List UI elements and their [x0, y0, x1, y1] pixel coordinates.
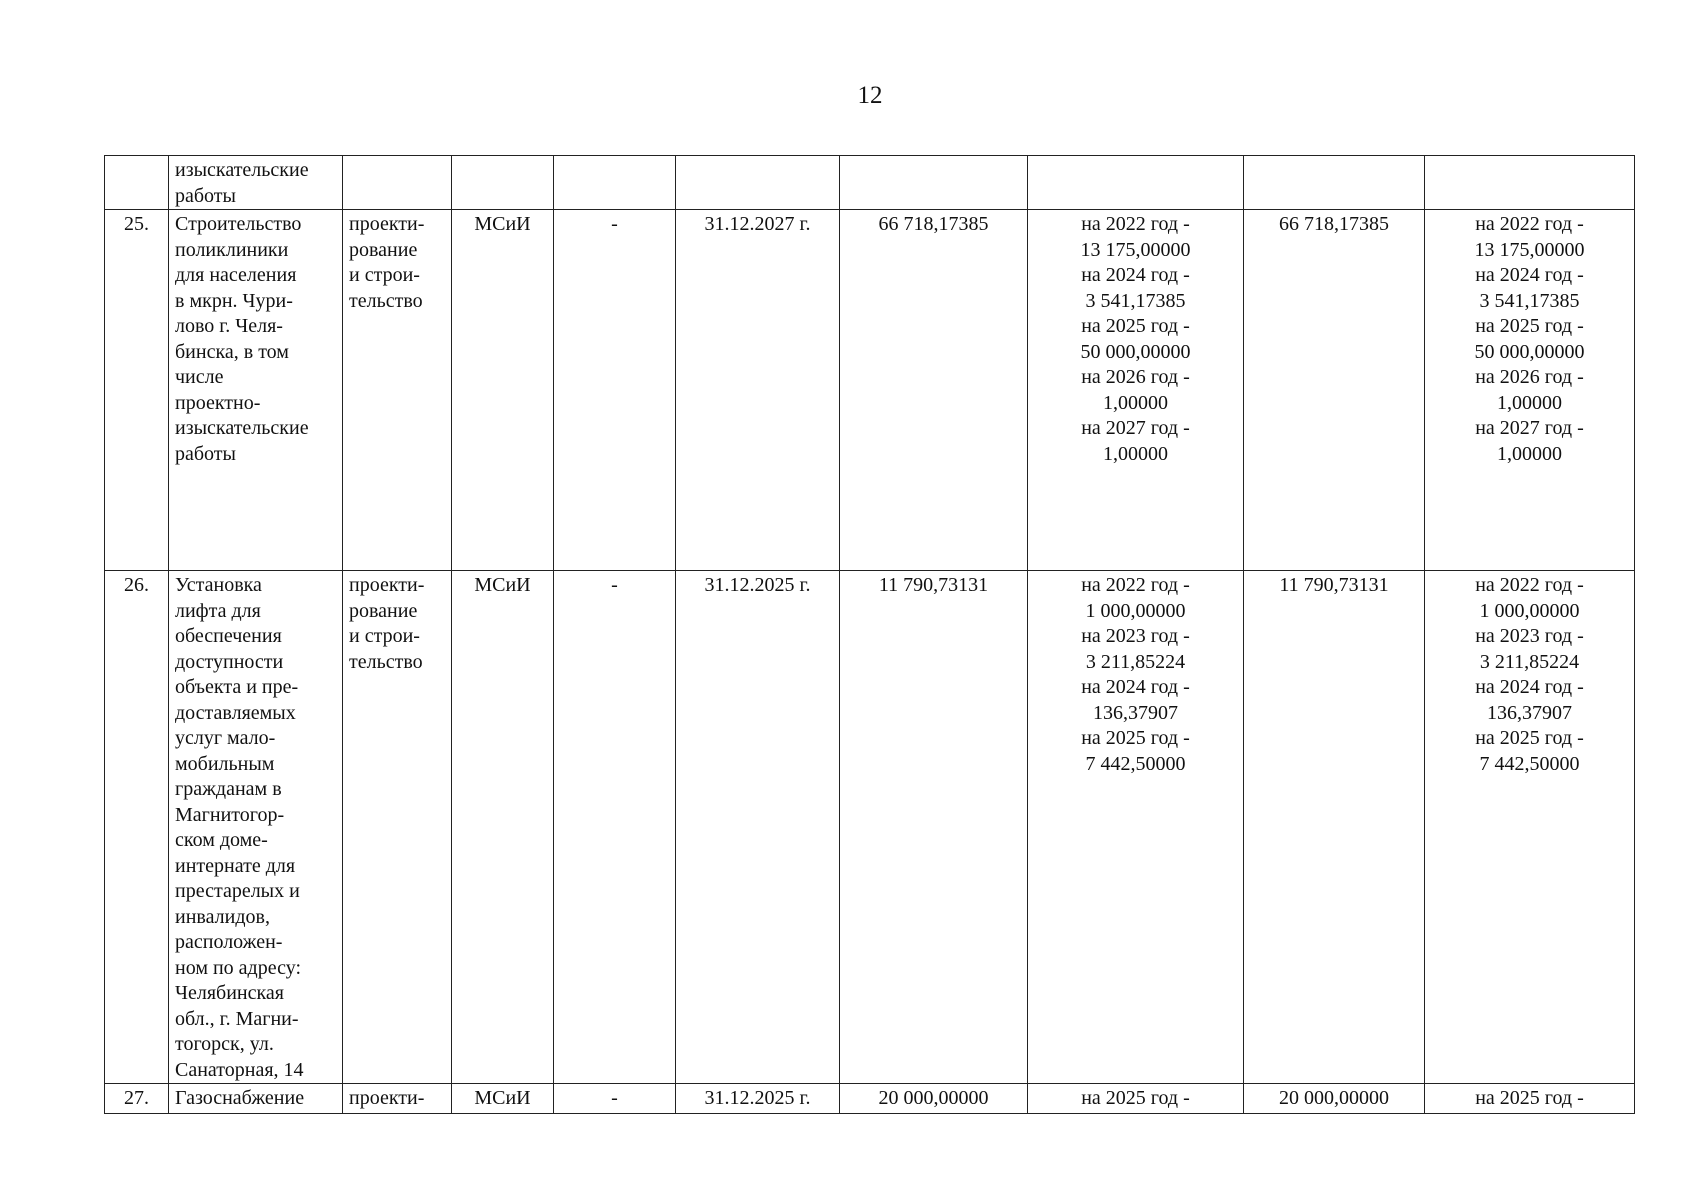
work-type-line: и строи- — [349, 264, 420, 286]
stage-block: на 2025 год - 7 442,50000 — [1081, 727, 1190, 775]
cell-stages-2 — [1425, 1084, 1635, 1114]
work-type-line: проекти- — [349, 1087, 425, 1109]
object-name-line: бинска, в том — [175, 340, 289, 363]
work-type-line: рование — [349, 238, 418, 261]
cell-stages — [1028, 1084, 1244, 1114]
object-name-line: доступности — [175, 650, 284, 673]
stage-block: на 2024 год - 3 541,17385 — [1081, 264, 1190, 312]
cell-cost-2 — [1244, 156, 1425, 210]
cell-work-type — [343, 1084, 452, 1114]
stage-block: на 2025 год - 50 000,00000 — [1080, 315, 1191, 363]
table-row — [105, 156, 1635, 210]
object-name-line: ском доме- — [175, 829, 268, 851]
cell-dash: - — [554, 571, 676, 1084]
object-name-line: Санаторная, 14 — [175, 1058, 304, 1081]
table-row — [105, 571, 1635, 1084]
object-name-line: Газоснабжение — [175, 1087, 305, 1109]
stage-block: на 2022 год - 1 000,00000 — [1081, 574, 1190, 622]
cell-cost-2: 66 718,17385 — [1244, 210, 1425, 571]
cell-number — [105, 156, 169, 210]
cell-customer — [452, 156, 554, 210]
stage-block: на 2026 год - 1,00000 — [1475, 366, 1584, 414]
object-name-line: инвалидов, — [175, 905, 270, 928]
cell-stages-2 — [1425, 156, 1635, 210]
stage-block: на 2022 год - 13 175,00000 — [1080, 213, 1191, 261]
object-name-line: числе — [175, 366, 224, 388]
table-row — [105, 210, 1635, 571]
work-type-line: тельство — [349, 289, 423, 312]
object-name-line: лово г. Челя- — [175, 315, 283, 337]
object-name-line: обл., г. Магни- — [175, 1007, 299, 1030]
stage-block: на 2024 год - 136,37907 — [1081, 676, 1190, 724]
cell-object-name — [169, 571, 343, 1084]
cell-work-type — [343, 156, 452, 210]
object-name-line: проектно- — [175, 391, 261, 414]
stage-block: на 2023 год - 3 211,85224 — [1081, 625, 1190, 673]
cell-stages-2 — [1425, 210, 1635, 571]
cell-stages-2 — [1425, 571, 1635, 1084]
stage-block: на 2025 год - 7 442,50000 — [1475, 727, 1584, 775]
stage-block: на 2025 год - — [1081, 1087, 1190, 1109]
object-name-line: поликлиники — [175, 238, 289, 261]
object-name-line: Строительство — [175, 213, 302, 235]
cell-customer: МСиИ — [452, 1084, 554, 1114]
stage-block: на 2022 год - 13 175,00000 — [1474, 213, 1585, 261]
cell-cost: 11 790,73131 — [840, 571, 1028, 1084]
object-name-line: Установка — [175, 574, 262, 596]
cell-object-name — [169, 156, 343, 210]
cell-object-name — [169, 1084, 343, 1114]
object-name-line: Магнитогор- — [175, 803, 285, 826]
object-name-line: ном по адресу: — [175, 956, 302, 979]
cell-dash: - — [554, 1084, 676, 1114]
object-name-line: интернате для — [175, 854, 296, 877]
cell-customer: МСиИ — [452, 571, 554, 1084]
stage-block: на 2027 год - 1,00000 — [1081, 417, 1190, 465]
object-name-line: услуг мало- — [175, 727, 276, 749]
work-type-line: тельство — [349, 650, 423, 673]
cell-customer: МСиИ — [452, 210, 554, 571]
object-name-line: Челябинская — [175, 982, 285, 1004]
cell-deadline: 31.12.2027 г. — [676, 210, 840, 571]
cell-cost-2: 20 000,00000 — [1244, 1084, 1425, 1114]
cell-cost: 20 000,00000 — [840, 1084, 1028, 1114]
cell-deadline — [676, 156, 840, 210]
work-type-line: проекти- — [349, 574, 425, 596]
cell-stages — [1028, 210, 1244, 571]
object-name-line: для населения — [175, 264, 297, 286]
cell-work-type — [343, 210, 452, 571]
investment-objects-table — [104, 155, 1635, 1114]
cell-dash — [554, 156, 676, 210]
cell-cost-2: 11 790,73131 — [1244, 571, 1425, 1084]
work-type-line: проекти- — [349, 213, 425, 235]
cell-object-name — [169, 210, 343, 571]
work-type-line: и строи- — [349, 625, 420, 647]
cell-deadline: 31.12.2025 г. — [676, 1084, 840, 1114]
object-name-line: работы — [175, 442, 236, 465]
cell-cost: 66 718,17385 — [840, 210, 1028, 571]
stage-block: на 2022 год - 1 000,00000 — [1475, 574, 1584, 622]
stage-block: на 2026 год - 1,00000 — [1081, 366, 1190, 414]
object-name-line: изыскательские — [175, 159, 309, 181]
cell-cost — [840, 156, 1028, 210]
table-row — [105, 1084, 1635, 1114]
page-number: 12 — [857, 82, 883, 109]
stage-block: на 2025 год - — [1475, 1087, 1584, 1109]
object-name-line: изыскательские — [175, 417, 309, 439]
cell-dash: - — [554, 210, 676, 571]
object-name-line: престарелых и — [175, 880, 300, 902]
cell-number: 26. — [105, 571, 169, 1084]
stage-block: на 2027 год - 1,00000 — [1475, 417, 1584, 465]
cell-number: 27. — [105, 1084, 169, 1114]
cell-deadline: 31.12.2025 г. — [676, 571, 840, 1084]
stage-block: на 2025 год - 50 000,00000 — [1474, 315, 1585, 363]
cell-number: 25. — [105, 210, 169, 571]
object-name-line: расположен- — [175, 931, 283, 953]
cell-stages — [1028, 156, 1244, 210]
stage-block: на 2024 год - 136,37907 — [1475, 676, 1584, 724]
stage-block: на 2023 год - 3 211,85224 — [1475, 625, 1584, 673]
table-body — [105, 156, 1635, 1114]
work-type-line: рование — [349, 599, 418, 622]
object-name-line: работы — [175, 184, 236, 207]
object-name-line: доставляемых — [175, 701, 296, 724]
object-name-line: гражданам в — [175, 778, 282, 800]
stage-block: на 2024 год - 3 541,17385 — [1475, 264, 1584, 312]
object-name-line: в мкрн. Чури- — [175, 289, 293, 312]
object-name-line: тогорск, ул. — [175, 1033, 274, 1055]
cell-stages — [1028, 571, 1244, 1084]
cell-work-type — [343, 571, 452, 1084]
object-name-line: объекта и пре- — [175, 676, 299, 698]
object-name-line: мобильным — [175, 752, 275, 775]
object-name-line: обеспечения — [175, 625, 282, 647]
object-name-line: лифта для — [175, 599, 261, 622]
